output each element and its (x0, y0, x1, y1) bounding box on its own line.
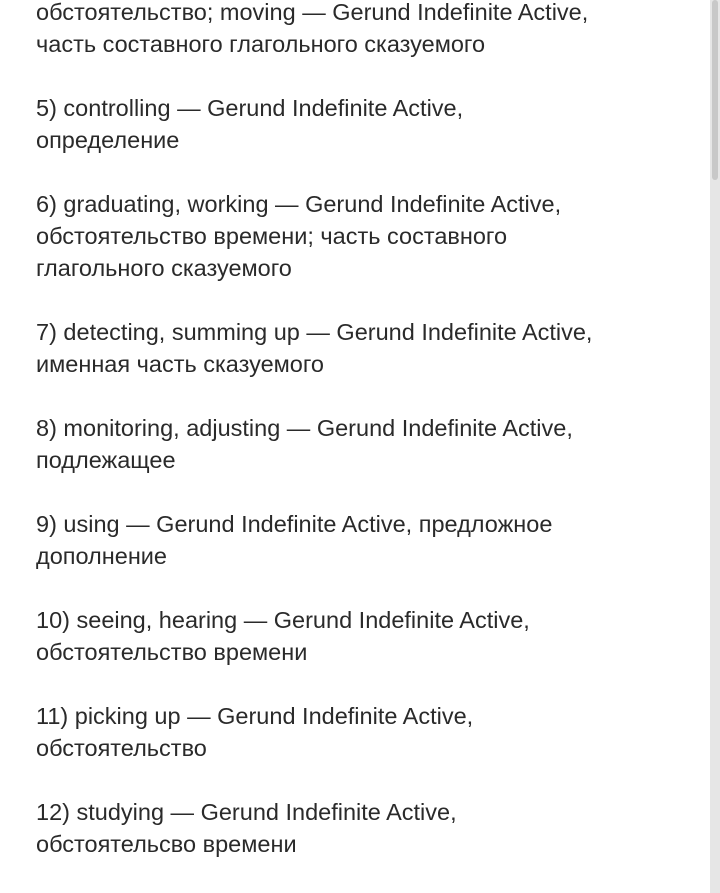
answer-line: обстоятельство времени (36, 639, 308, 665)
answer-line: 6) graduating, working — Gerund Indefinite Active, (36, 191, 562, 217)
answer-line: именная часть сказуемого (36, 351, 325, 377)
answer-item-9 (36, 508, 696, 572)
answer-text (36, 0, 696, 892)
answer-line: обстоятельство (36, 735, 207, 761)
scrollbar-thumb[interactable] (712, 0, 718, 180)
answer-item-5 (36, 92, 696, 156)
answer-line: 5) controlling — Gerund Indefinite Active, (36, 95, 464, 121)
vertical-scrollbar[interactable] (710, 0, 720, 893)
answer-line: 12) studying — Gerund Indefinite Active, (36, 799, 457, 825)
answer-line: определение (36, 127, 180, 153)
answer-item (36, 0, 696, 60)
answer-item-8 (36, 412, 696, 476)
answer-line: дополнение (36, 543, 167, 569)
answer-line: 11) picking up — Gerund Indefinite Active, (36, 703, 474, 729)
answer-item-12 (36, 796, 696, 860)
answer-line: обстоятельство времени; часть составного (36, 223, 508, 249)
answer-item-11 (36, 700, 696, 764)
answer-line: глагольного сказуемого (36, 255, 292, 281)
answer-line: часть составного глагольного сказуемого (36, 31, 486, 57)
answer-line: 10) seeing, hearing — Gerund Indefinite Active, (36, 607, 530, 633)
answer-line: 9) using — Gerund Indefinite Active, предложное (36, 511, 553, 537)
answer-line: обстоятельство; moving — Gerund Indefinite Active, (36, 0, 589, 25)
answer-line: обстоятельсво времени (36, 831, 297, 857)
answer-item-7 (36, 316, 696, 380)
answer-item-10 (36, 604, 696, 668)
answer-line: подлежащее (36, 447, 176, 473)
answer-item-6 (36, 188, 696, 284)
answer-line: 8) monitoring, adjusting — Gerund Indefinite Active, (36, 415, 573, 441)
answer-line: 7) detecting, summing up — Gerund Indefinite Active, (36, 319, 593, 345)
